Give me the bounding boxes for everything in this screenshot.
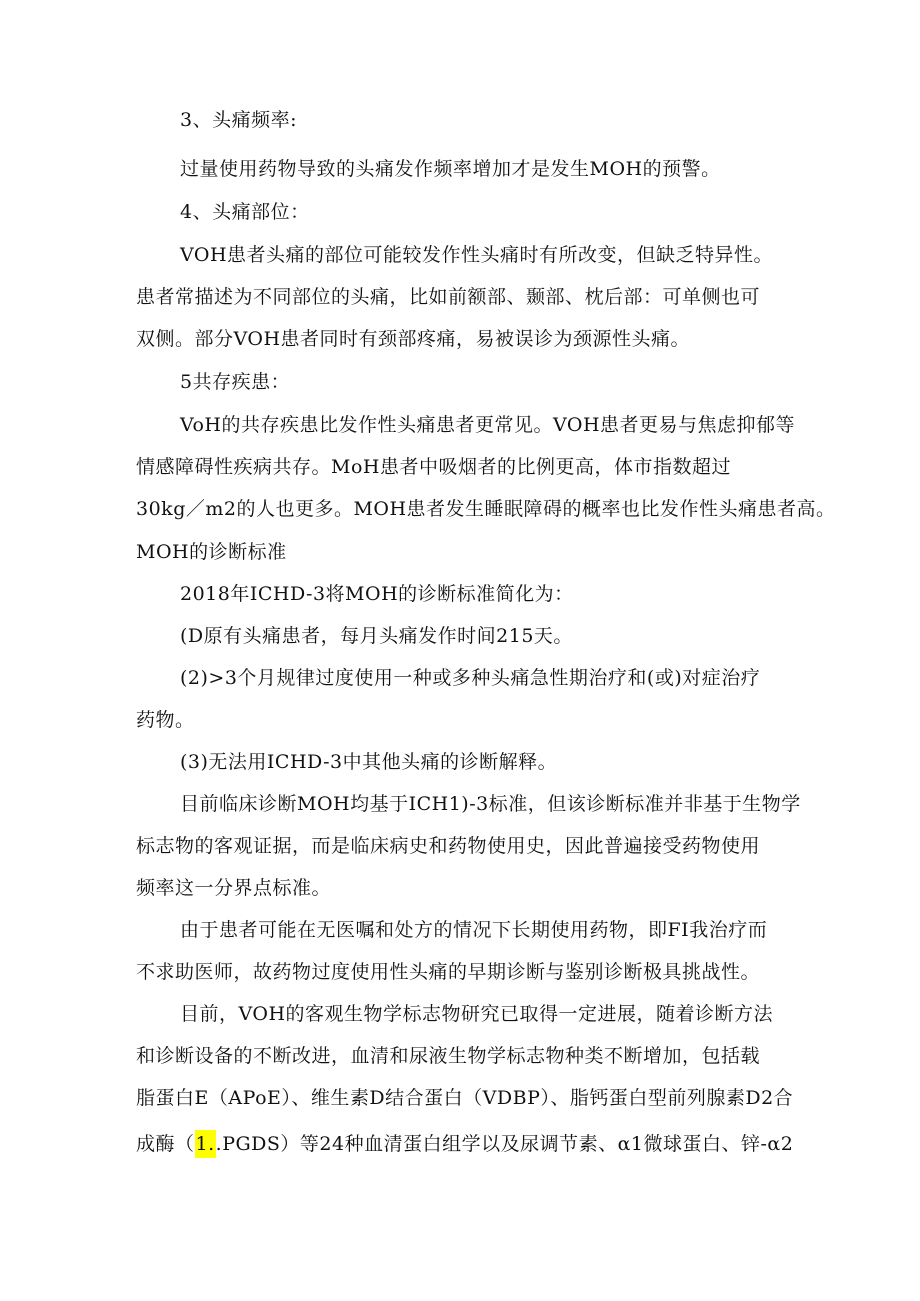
highlighted-text: 1. [195,1130,216,1158]
text-line: (2)>3个月规律过度使用一种或多种头痛急性期治疗和(或)对症治疗 [180,667,761,689]
text-line: 药物。 [136,709,195,731]
text-line: (3)无法用ICHD-3中其他头痛的诊断解释。 [180,751,558,773]
text-line: 4、头痛部位： [180,201,310,223]
text-line: 不求助医师，故药物过度使用性头痛的早期诊断与鉴别诊断极具挑战性。 [136,961,761,983]
text-line: 脂蛋白E（APoE）、维生素D结合蛋白（VDBP）、脂钙蛋白型前列腺素D2合 [136,1087,794,1109]
text-line: (D原有头痛患者，每月头痛发作时间215天。 [180,625,573,647]
text-line [136,1130,793,1158]
text-line: 2018年ICHD-3将MOH的诊断标准简化为： [180,583,574,605]
text-line: 目前，VOH的客观生物学标志物研究已取得一定进展，随着诊断方法 [180,1003,774,1025]
section-heading: MOH的诊断标准 [136,541,287,563]
text-line: 标志物的客观证据，而是临床病史和药物使用史，因此普遍接受药物使用 [136,835,761,857]
text-segment: 成酶（ [136,1133,195,1155]
text-line: 频率这一分界点标准。 [136,877,332,899]
text-line: 5共存疾患： [180,371,291,393]
text-line: 3、头痛频率: [180,109,297,131]
text-segment: .PGDS）等24种血清蛋白组学以及尿调节素、α1微球蛋白、锌-α2 [215,1133,794,1155]
text-line: 由于患者可能在无医嘱和处方的情况下长期使用药物，即FI我治疗而 [180,919,768,941]
text-line: 情感障碍性疾病共存。MoH患者中吸烟者的比例更高，体市指数超过 [136,456,731,478]
text-line: VoH的共存疾患比发作性头痛患者更常见。VOH患者更易与焦虑抑郁等 [180,414,796,436]
text-line: 患者常描述为不同部位的头痛，比如前额部、颞部、枕后部：可单侧也可 [136,286,761,308]
text-line: 和诊断设备的不断改进，血清和尿液生物学标志物种类不断增加，包括载 [136,1045,761,1067]
text-line: 目前临床诊断MOH均基于ICH1)-3标准，但该诊断标准并非基于生物学 [180,793,801,815]
text-line: 双侧。部分VOH患者同时有颈部疼痛，易被误诊为颈源性头痛。 [136,328,691,350]
text-line: 30kg／m2的人也更多。MOH患者发生睡眠障碍的概率也比发作性头痛患者高。 [136,498,836,520]
text-line: 过量使用药物导致的头痛发作频率增加才是发生MOH的预警。 [180,158,721,180]
text-line: VOH患者头痛的部位可能较发作性头痛时有所改变，但缺乏特异性。 [180,244,774,266]
